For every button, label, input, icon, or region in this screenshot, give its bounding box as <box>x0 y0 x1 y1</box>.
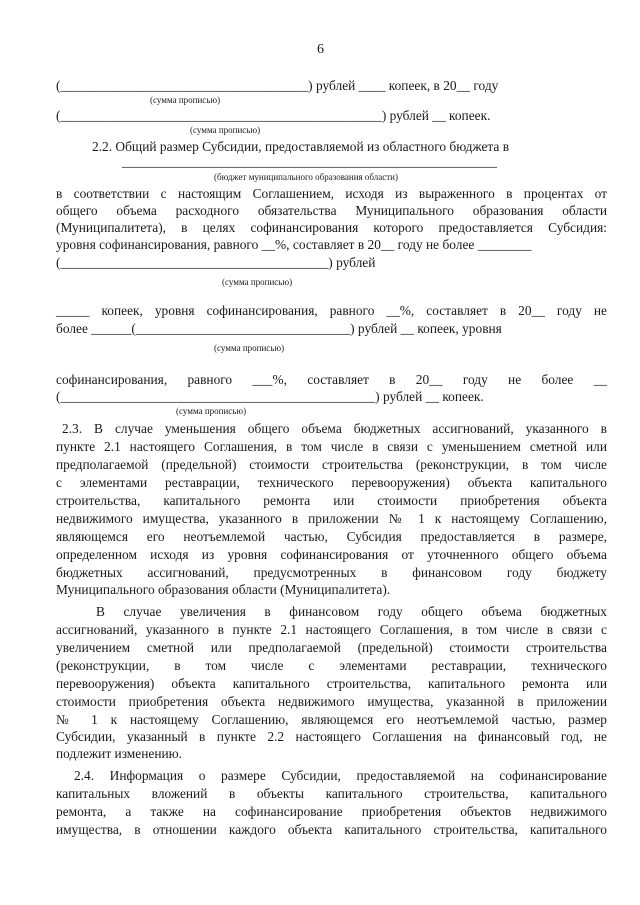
text-line: В случае увеличения в финансовом году общего объема бюджетных <box>96 604 607 619</box>
text-line: определенном исходя из уровня софинансирования от уточненного общего объема <box>56 547 607 562</box>
text-line: перевооружения) объекта капитального строительства, капитального ремонта или <box>56 676 607 691</box>
text-line: _____ копеек, уровня софинансирования, равного __%, составляет в 20__ году не <box>56 303 607 318</box>
text-line: (________________________________________) рублей <box>56 255 376 270</box>
caption-sum-in-words: (сумма прописью) <box>222 277 293 287</box>
text-line: более ______(________________________________) рублей __ копеек, уровня <box>56 321 502 336</box>
text-line: (_____________________________________) рублей ____ копеек, в 20__ году <box>56 78 499 93</box>
caption-sum-in-words: (сумма прописью) <box>176 406 247 416</box>
text-line: 2.4. Информация о размере Субсидии, предоставляемой на софинансирование <box>74 768 607 783</box>
text-line: бюджетных ассигнований, предусмотренных в финансовом году бюджету <box>56 565 607 580</box>
page-number: 6 <box>317 42 324 57</box>
caption-sum-in-words: (сумма прописью) <box>150 95 221 105</box>
text-line: предполагаемой (предельной) стоимости строительства (реконструкции, в том числе <box>56 457 607 472</box>
text-line: софинансирования, равного ___%, составляет в 20__ году не более __ <box>56 372 607 387</box>
text-line: (_______________________________________________) рублей __ копеек. <box>56 389 484 404</box>
text-line: с элементами реставрации, технического перевооружения) объекта капитального <box>56 475 607 490</box>
text-line: пункте 2.1 настоящего Соглашения, в том числе в связи с уменьшением сметной или <box>56 439 607 454</box>
text-line: (Муниципалитета), в целях софинансирования которого предоставляется Субсидия: <box>56 220 607 235</box>
text-line: подлежит изменению. <box>56 746 183 761</box>
text-line: 2.2. Общий размер Субсидии, предоставляемой из областного бюджета в <box>92 139 510 154</box>
text-line: № 1 к настоящему Соглашению, являющемся его неотъемлемой частью, размер <box>56 712 607 727</box>
text-line: стоимости приобретения объекта недвижимого имущества, указанной в приложении <box>56 694 607 709</box>
text-line: являющемся его неотъемлемой частью, Субсидия предоставляется в размере, <box>56 529 607 544</box>
text-line: недвижимого имущества, указанного в приложении № 1 к настоящему Соглашению, <box>56 511 607 526</box>
text-line: строительства, капитального ремонта или стоимости приобретения объекта <box>56 493 607 508</box>
text-line: капитальных вложений в объекты капитального строительства, капитального <box>56 786 607 801</box>
caption-municipal-budget: (бюджет муниципального образования области) <box>214 172 398 182</box>
text-line: Муниципального образования области (Муниципалитета). <box>56 582 391 597</box>
caption-sum-in-words: (сумма прописью) <box>190 125 261 135</box>
text-line: уровня софинансирования, равного __%, составляет в 20__ году не более ________ <box>56 237 532 252</box>
caption-sum-in-words: (сумма прописью) <box>214 343 285 353</box>
text-line: увеличением сметной или предполагаемой (предельной) стоимости строительства <box>56 640 607 655</box>
text-line: общего объема расходного обязательства Муниципального образования области <box>56 203 607 218</box>
text-line: Субсидии, указанный в пункте 2.2 настоящего Соглашения на финансовый год, не <box>56 729 607 744</box>
text-line: (реконструкции, в том числе с элементами реставрации, технического <box>56 658 607 673</box>
text-line: 2.3. В случае уменьшения общего объема бюджетных ассигнований, указанного в <box>62 421 607 436</box>
blank-line: ________________________________________________________ <box>122 154 497 169</box>
text-line: в соответствии с настоящим Соглашением, исходя из выраженного в процентах от <box>56 186 607 201</box>
text-line: (________________________________________________) рублей __ копеек. <box>56 108 491 123</box>
text-line: ассигнований, указанного в пункте 2.1 настоящего Соглашения, в том числе в связи с <box>56 622 607 637</box>
text-line: ремонта, а также на софинансирование приобретения объектов недвижимого <box>56 804 607 819</box>
text-line: имущества, в отношении каждого объекта капитального строительства, капитального <box>56 822 607 837</box>
